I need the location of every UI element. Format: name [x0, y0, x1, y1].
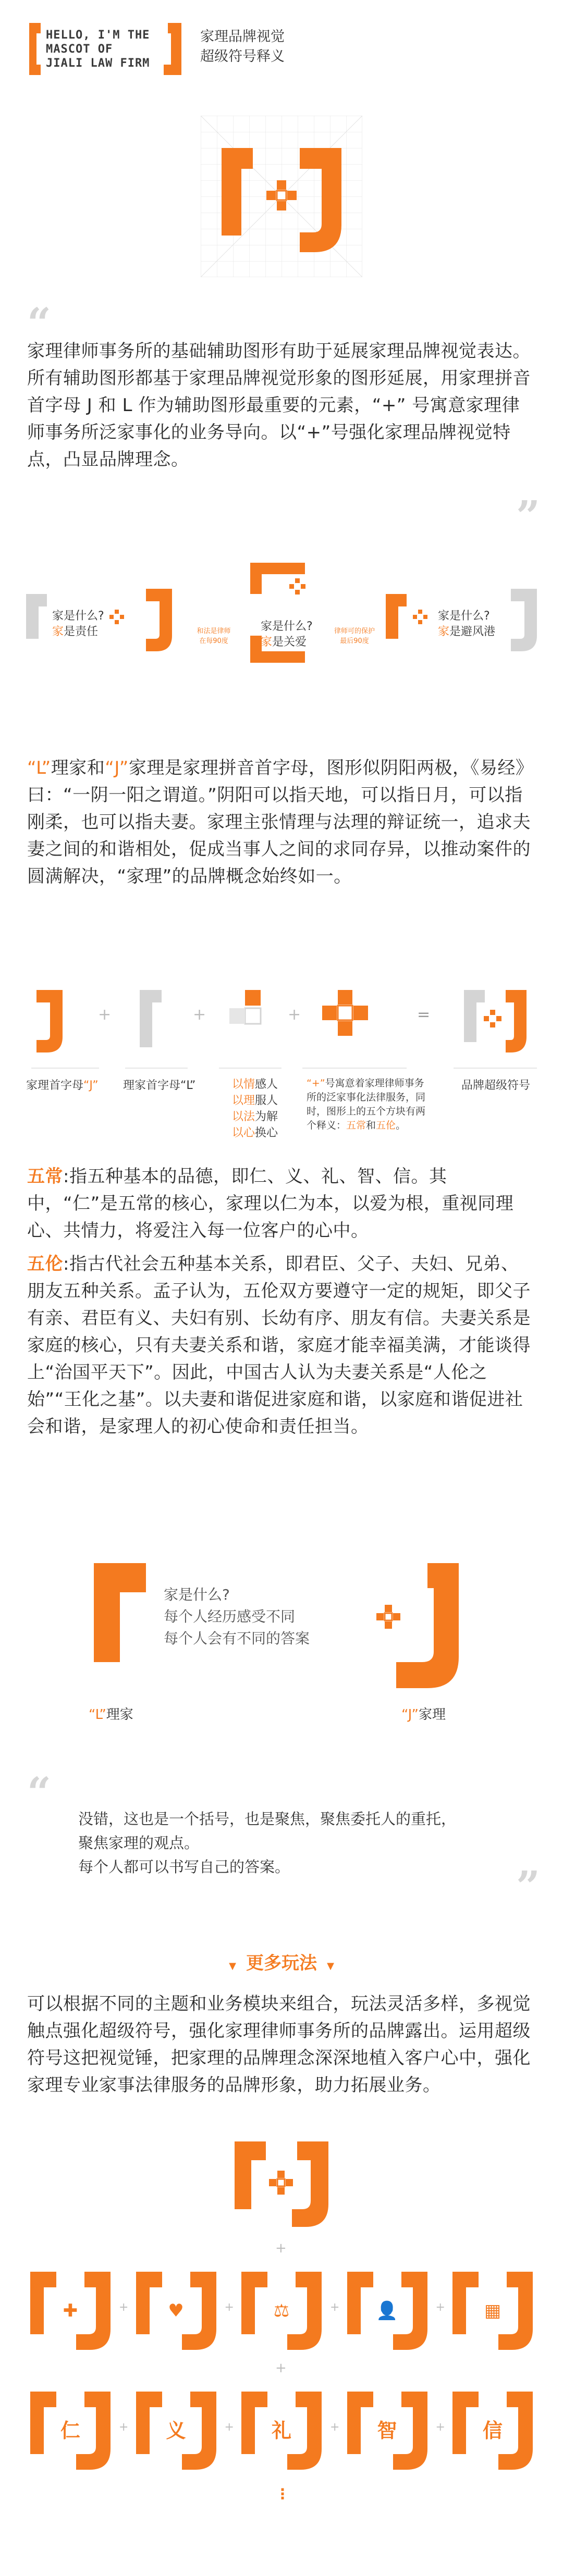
more-dots-icon: ⋮	[275, 2485, 290, 2503]
plus-sign-3: +	[288, 1006, 301, 1024]
value-line-2-rest: 服人	[255, 1094, 278, 1107]
bracket-left-text: 理家	[106, 1707, 133, 1723]
virtue-char: 礼	[271, 2419, 291, 2442]
bracket-cell-char	[26, 2386, 115, 2475]
lj-l-quote: “L”	[27, 758, 51, 778]
plus-note-quote: “+”	[307, 1078, 325, 1089]
quote-paragraph	[78, 1807, 527, 1879]
plus-sign-small: +	[435, 2301, 445, 2314]
plus-note-mid: 和	[366, 1120, 376, 1131]
bracket-cell-icon	[343, 2267, 432, 2355]
plus-sign-small: +	[119, 2421, 129, 2434]
quote-line-2: 聚焦家理的观点。	[78, 1834, 200, 1852]
wuchang-body: :指五种基本的品德，即仁、义、礼、智、信。其中，“仁”是五常的核心，家理以仁为本，以爱为根，重视同理心、共情力，将爱注入每一位客户的心中。	[27, 1166, 514, 1241]
open-quote-icon-2: “	[27, 1768, 52, 1817]
virtue-char: 义	[166, 2419, 186, 2442]
trio-answer-3-suffix: 是避风港	[449, 625, 496, 638]
close-quote-icon-2: ”	[516, 1862, 541, 1911]
wulun-paragraph	[27, 1250, 536, 1440]
brand-logo-icon-2	[224, 2131, 339, 2235]
bracket-cell-char	[448, 2386, 537, 2475]
bracket-cell-icon	[237, 2267, 326, 2355]
formula-label-1-text: 家理首字母	[26, 1079, 84, 1092]
close-quote-icon: ”	[516, 491, 541, 540]
bracket-cell-char	[237, 2386, 326, 2475]
value-line-3	[232, 1109, 278, 1125]
mascot-line-1: HELLO, I'M THE	[46, 29, 150, 42]
value-line-4-rest: 换心	[255, 1126, 278, 1140]
trio-section	[21, 547, 542, 683]
quote-line-3: 每个人都可以书写自己的答案。	[78, 1858, 290, 1876]
trio-item-2	[261, 619, 313, 650]
plus-sign-5: +	[275, 2360, 287, 2376]
plus-sign-small: +	[224, 2421, 234, 2434]
trio-answer-2-suffix: 是关爱	[272, 636, 307, 649]
value-line-1-rest: 感人	[255, 1078, 278, 1091]
user-icon: 👤	[376, 2300, 398, 2321]
more-play-paragraph: 可以根据不同的主题和业务模块来组合，玩法灵活多样，多视觉触点强化超级符号，强化家理律师事务所的品牌露出。运用超级符号这把视觉锤，把家理的品牌理念深深地植入客户心中，强化家理专业家事法律服务的品牌形象，助力拓展业务。	[27, 1993, 531, 2096]
bracket-cell-char	[132, 2386, 221, 2475]
open-quote-icon: “	[27, 299, 52, 348]
value-line-2	[232, 1093, 278, 1109]
lj-j-quote: “J”	[105, 758, 129, 778]
trio-item-1	[52, 609, 104, 640]
bracket-left-label	[89, 1704, 133, 1723]
trio-answer-1	[52, 624, 104, 640]
intro-paragraph: 家理律师事务所的基础辅助图形有助于延展家理品牌视觉表达。所有辅助图形都基于家理品牌视觉形象的图形延展，用家理拼音首字母 J 和 L 作为辅助图形最重要的元素，“+” 号寓意家理律师事务所泛家事化的业务导向。以“+”号强化家理品牌视觉特点，凸显品牌理念。	[27, 341, 531, 470]
formula-label-1-hl: “J”	[83, 1079, 99, 1092]
bracket-right-text: 家理	[419, 1707, 446, 1723]
bracket-cell-icon	[26, 2267, 115, 2355]
bracket-right-label	[401, 1704, 446, 1723]
equals-sign: =	[417, 1006, 431, 1024]
bracket-right-q: “J”	[401, 1707, 419, 1723]
plus-note-hl-2: 五伦	[376, 1120, 396, 1131]
value-line-3-hl: 以法	[232, 1110, 255, 1123]
plus-sign-small: +	[224, 2301, 234, 2314]
brand-logo-icon	[201, 116, 362, 277]
plus-sign-1: +	[98, 1006, 112, 1024]
formula-shapes-icon	[21, 980, 542, 1084]
bracket-demo-line-2: 每个人经历感受不同	[164, 1608, 296, 1625]
trio-item-3	[438, 609, 495, 640]
lj-paragraph	[27, 754, 536, 890]
wuchang-paragraph	[27, 1163, 536, 1244]
trio-answer-2-prefix: 家	[261, 636, 273, 649]
value-line-4-hl: 以心	[232, 1126, 255, 1140]
icon-row	[26, 2267, 537, 2355]
trio-question-3: 家是什么?	[438, 610, 490, 623]
trio-answer-3-prefix: 家	[438, 625, 450, 638]
value-line-3-rest: 为解	[255, 1110, 278, 1123]
value-line-2-hl: 以理	[232, 1094, 255, 1107]
plus-sign-small: +	[435, 2421, 445, 2434]
chevron-down-icon-2: ▼	[327, 1961, 334, 1972]
bracket-cell-icon	[132, 2267, 221, 2355]
plus-sign-small: +	[330, 2301, 340, 2314]
lj-text-1: 理家和	[51, 758, 105, 778]
bracket-demo-line-3: 每个人会有不同的答案	[164, 1630, 310, 1647]
plus-sign-small: +	[330, 2421, 340, 2434]
plus-sign-2: +	[193, 1006, 206, 1024]
trio-question-2: 家是什么?	[261, 620, 313, 633]
formula-label-2: 理家首字母“L”	[123, 1079, 196, 1092]
header-title-line-1: 家理品牌视觉	[200, 29, 285, 45]
trio-answer-3	[438, 624, 495, 640]
quote-line-1: 没错，这也是一个括号，也是聚焦，聚焦委托人的重托，	[78, 1810, 457, 1828]
lj-text-2: 家理是家理拼音首字母，图形似阴阳两极，《易经》曰：“一阴一阳之谓道。”阴阳可以指天地，可以指日月，可以指刚柔，也可以指夫妻。家理主张情理与法理的辩证统一，追求夫妻之间的和谐相处，促成当事人之间的求同存异，以推动案件的圆满解决，“家理”的品牌概念始终如一。	[27, 758, 534, 887]
value-line-4	[232, 1125, 278, 1141]
wulun-body: :指古代社会五种基本关系，即君臣、父子、夫妇、兄弟、朋友五种关系。孟子认为，五伦双方要遵守一定的规矩，即父子有亲、君臣有义、夫妇有别、长幼有序、朋友有信。夫妻关系是家庭的核心，只有夫妻关系和谐，家庭才能幸福美满，才能谈得上“治国平天下”。因此，中国古人认为夫妻关系是“人伦之始”“王化之基”。以夫妻和谐促进家庭和谐，以家庭和谐促进社会和谐，是家理人的初心使命和责任担当。	[27, 1254, 531, 1437]
value-line-1	[232, 1076, 278, 1093]
virtue-char: 仁	[60, 2419, 80, 2442]
plus-note	[307, 1076, 426, 1133]
trio-question-1: 家是什么?	[52, 610, 104, 623]
bracket-left-q: “L”	[89, 1707, 106, 1723]
formula-values	[232, 1076, 278, 1141]
building-icon: ▦	[484, 2300, 501, 2321]
formula-section	[21, 980, 542, 1140]
wuchang-title: 五常	[27, 1166, 63, 1187]
value-line-1-hl: 以情	[232, 1078, 255, 1091]
header-title-line-2: 超级符号释义	[200, 48, 285, 65]
plus-note-body: 号寓意着家理律师事务所的泛家事化法律服务，同时，图形上的五个方块有两个释义：	[307, 1078, 426, 1131]
trio-note-1: 和法是律师 在每90度	[197, 627, 231, 645]
bracket-demo	[78, 1553, 485, 1725]
bracket-cell-icon	[448, 2267, 537, 2355]
mascot-line-3: JIALI LAW FIRM	[46, 57, 150, 70]
trio-answer-2	[261, 635, 313, 650]
bracket-cell-char	[343, 2386, 432, 2475]
cross-icon: ✚	[63, 2300, 78, 2321]
plus-sign-4: +	[275, 2240, 287, 2256]
plus-note-end: 。	[396, 1120, 406, 1131]
plus-sign-small: +	[119, 2301, 129, 2314]
mascot-line-2: MASCOT OF	[46, 43, 113, 56]
trio-answer-1-prefix: 家	[52, 625, 64, 638]
trio-answer-1-suffix: 是责任	[64, 625, 99, 638]
balance-icon: ⚖	[273, 2300, 290, 2321]
trio-note-2: 律师可的保护 最后90度	[334, 627, 375, 645]
heart-icon: ♥	[168, 2300, 184, 2321]
more-play-heading	[0, 1949, 563, 1974]
logo-grid	[201, 116, 362, 277]
header-title	[200, 27, 285, 67]
char-row	[26, 2386, 537, 2475]
header-mascot-badge	[27, 21, 183, 77]
bracket-demo-line-1: 家是什么?	[164, 1586, 230, 1603]
chevron-down-icon: ▼	[229, 1961, 236, 1972]
bracket-demo-text	[164, 1584, 310, 1650]
formula-result-label: 品牌超级符号	[461, 1079, 531, 1092]
more-play-title: 更多玩法	[246, 1953, 317, 1974]
plus-note-hl-1: 五常	[346, 1120, 366, 1131]
formula-label-1	[26, 1076, 99, 1093]
virtue-char: 智	[377, 2419, 397, 2442]
wulun-title: 五伦	[27, 1254, 63, 1274]
center-logo	[224, 2131, 339, 2235]
virtue-char: 信	[482, 2419, 503, 2442]
